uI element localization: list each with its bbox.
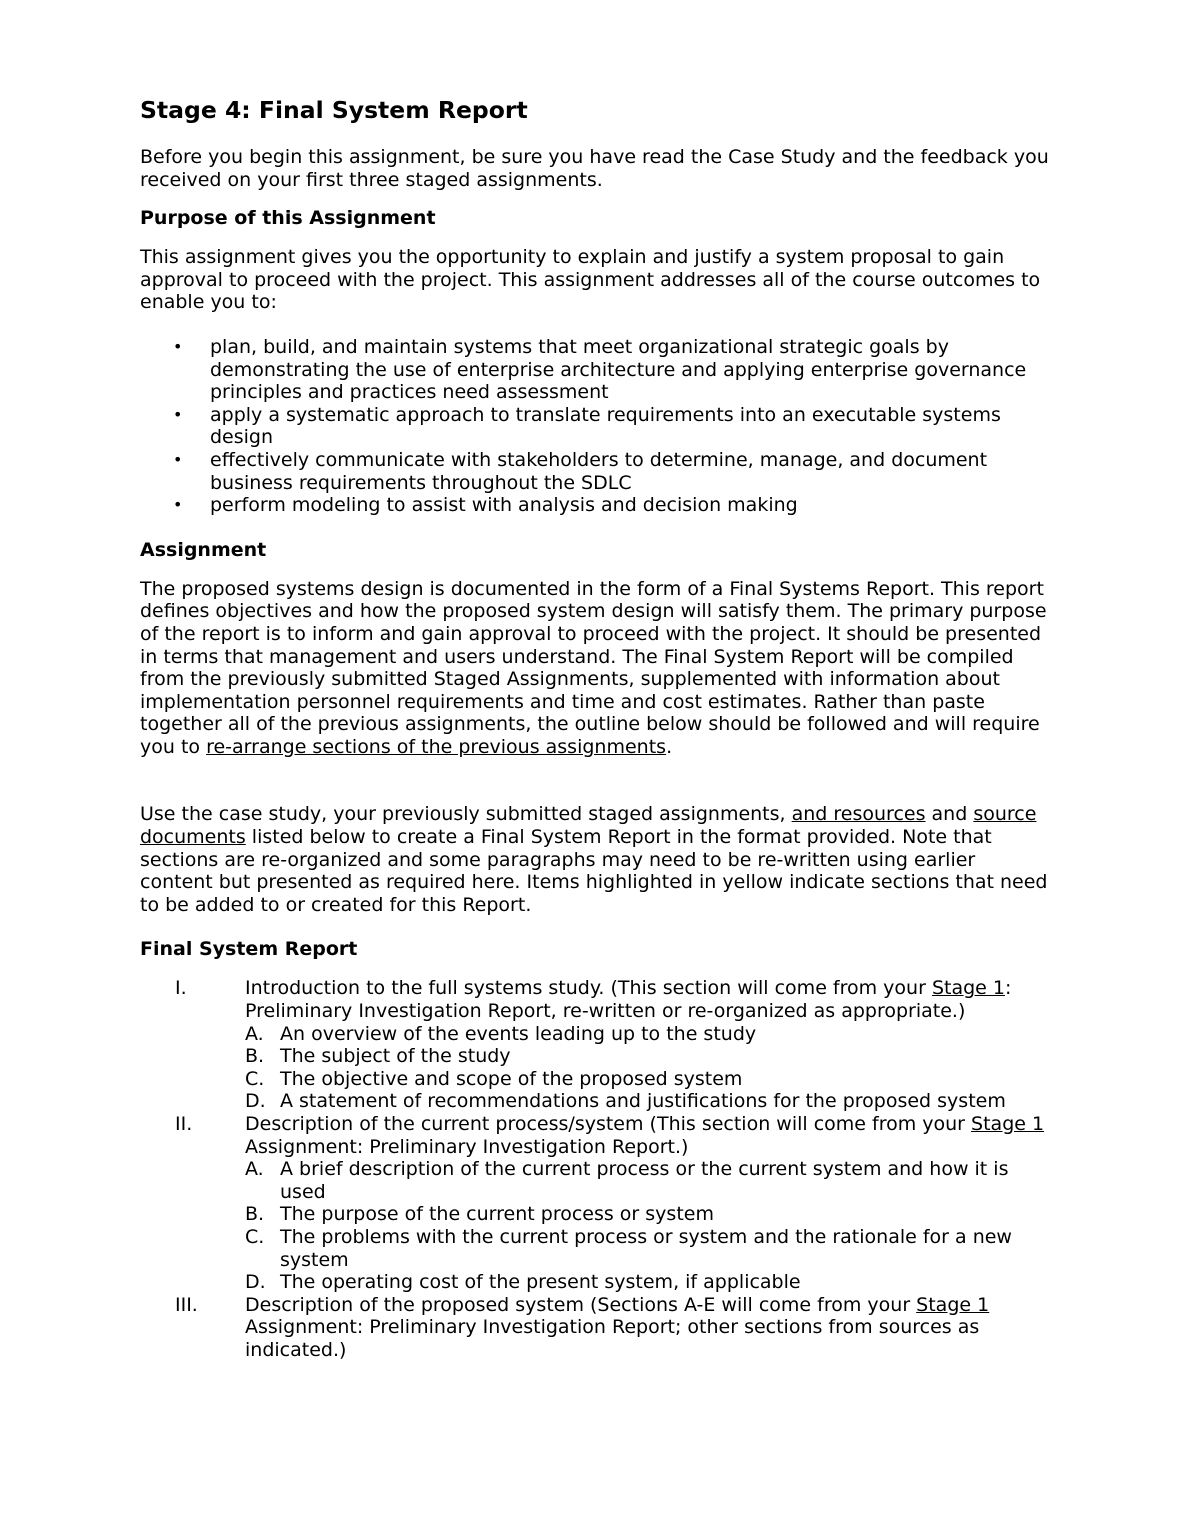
item-letter: A.	[245, 1022, 264, 1045]
section-text: Assignment: Preliminary Investigation Report; other sections from sources as indicated.)	[245, 1316, 980, 1361]
section-text: : Preliminary Investigation Report, re-written or re-organized as appropriate.)	[245, 977, 1012, 1023]
item-text: A brief description of the current process or the current system and how it is used	[280, 1158, 1009, 1203]
report-outline	[140, 977, 1052, 1361]
item-letter: B.	[245, 1203, 265, 1226]
assignment-text: The proposed systems design is documented in the form of a Final Systems Report. This report defines objectives and how the proposed system design will satisfy them. The primary purpose of the report is to inform and gain approval to proceed with the project. It should be presented in terms that management and users understand. The Final System Report will be compiled from the previously submitted Staged Assignments, supplemented with information about implementation personnel requirements and time and cost estimates. Rather than paste together all of the previous assignments, the outline below should be followed and will require you to	[140, 577, 1047, 758]
item-text: The subject of the study	[280, 1045, 511, 1068]
outcome-text: apply a systematic approach to translate requirements into an executable systems design	[210, 403, 1001, 449]
item-letter: A.	[245, 1158, 264, 1181]
stage-1-link[interactable]: Stage 1	[971, 1113, 1045, 1135]
course-outcomes-list	[140, 336, 1052, 517]
bullet-icon: •	[173, 404, 183, 424]
list-item	[245, 1068, 1052, 1091]
use-text: and	[925, 803, 974, 826]
bullet-icon: •	[173, 336, 183, 356]
item-letter: C.	[245, 1067, 265, 1090]
page-title: Stage 4: Final System Report	[140, 96, 528, 124]
item-text: The objective and scope of the proposed system	[280, 1067, 743, 1090]
section-text: Assignment: Preliminary Investigation Report.)	[245, 1135, 689, 1158]
section-numeral: I.	[175, 977, 187, 1000]
item-text: The problems with the current process or system and the rationale for a new system	[280, 1225, 1012, 1271]
item-text: An overview of the events leading up to the study	[280, 1022, 757, 1045]
rearrange-sections-link[interactable]: re-arrange sections of the previous assignments	[206, 735, 667, 758]
outcome-text: effectively communicate with stakeholders to determine, manage, and document business requirements throughout the SDLC	[210, 448, 988, 494]
resources-link[interactable]: and resources	[791, 803, 926, 826]
use-text: listed below to create a Final System Report in the format provided. Note that sections are re-organized and some paragraphs may need to be re-written using earlier content but presented as required here. Items highlighted in yellow indicate sections that need to be added to or created for this Report.	[140, 826, 1048, 916]
list-item	[245, 1226, 1052, 1271]
item-letter: D.	[245, 1271, 266, 1294]
item-letter: C.	[245, 1225, 265, 1248]
subsection-list	[245, 1158, 1052, 1294]
list-item	[140, 336, 1052, 404]
outcome-text: perform modeling to assist with analysis and decision making	[210, 494, 798, 517]
subsection-list	[245, 1023, 1052, 1113]
document-page	[140, 96, 1052, 1362]
item-text: The purpose of the current process or system	[280, 1203, 714, 1226]
outline-section	[140, 977, 1052, 1113]
list-item	[245, 1045, 1052, 1068]
use-text: Use the case study, your previously submitted staged assignments,	[140, 803, 792, 826]
assignment-heading: Assignment	[140, 538, 267, 561]
intro-paragraph: Before you begin this assignment, be sure you have read the Case Study and the feedback you received on your first three staged assignments.	[140, 146, 1049, 191]
list-item	[245, 1203, 1052, 1226]
outcome-text: plan, build, and maintain systems that meet organizational strategic goals by demonstrating the use of enterprise architecture and applying enterprise governance principles and practices need assessment	[210, 335, 1027, 404]
item-letter: D.	[245, 1090, 266, 1113]
list-item	[245, 1023, 1052, 1046]
list-item	[140, 494, 1052, 517]
section-text: Introduction to the full systems study. (This section will come from your	[245, 977, 932, 1000]
section-text: Description of the proposed system (Sections A-E will come from your	[245, 1293, 917, 1316]
bullet-icon: •	[173, 449, 183, 469]
section-numeral: III.	[175, 1293, 198, 1316]
outline-section	[140, 1113, 1052, 1294]
use-paragraph	[140, 803, 1052, 916]
list-item	[140, 449, 1052, 494]
outline-section	[140, 1294, 1052, 1362]
list-item	[245, 1271, 1052, 1294]
final-report-heading: Final System Report	[140, 938, 358, 961]
stage-1-link[interactable]: Stage 1	[916, 1293, 990, 1316]
item-letter: B.	[245, 1045, 265, 1068]
stage-1-link[interactable]: Stage 1	[931, 977, 1005, 1000]
section-numeral: II.	[175, 1113, 193, 1135]
purpose-paragraph: This assignment gives you the opportunity to explain and justify a system proposal to gain approval to proceed with the project. This assignment addresses all of the course outcomes to enable you to:	[140, 246, 1041, 314]
assignment-paragraph	[140, 578, 1052, 759]
bullet-icon: •	[173, 495, 183, 515]
source-documents-link[interactable]: source documents	[140, 803, 1037, 849]
purpose-heading: Purpose of this Assignment	[140, 207, 436, 230]
list-item	[140, 404, 1052, 449]
section-text: Description of the current process/system (This section will come from your	[245, 1113, 972, 1135]
assignment-text-end: .	[666, 735, 673, 758]
list-item	[245, 1090, 1052, 1113]
list-item	[245, 1158, 1052, 1203]
item-text: A statement of recommendations and justifications for the proposed system	[280, 1090, 1006, 1113]
item-text: The operating cost of the present system, if applicable	[280, 1271, 801, 1294]
